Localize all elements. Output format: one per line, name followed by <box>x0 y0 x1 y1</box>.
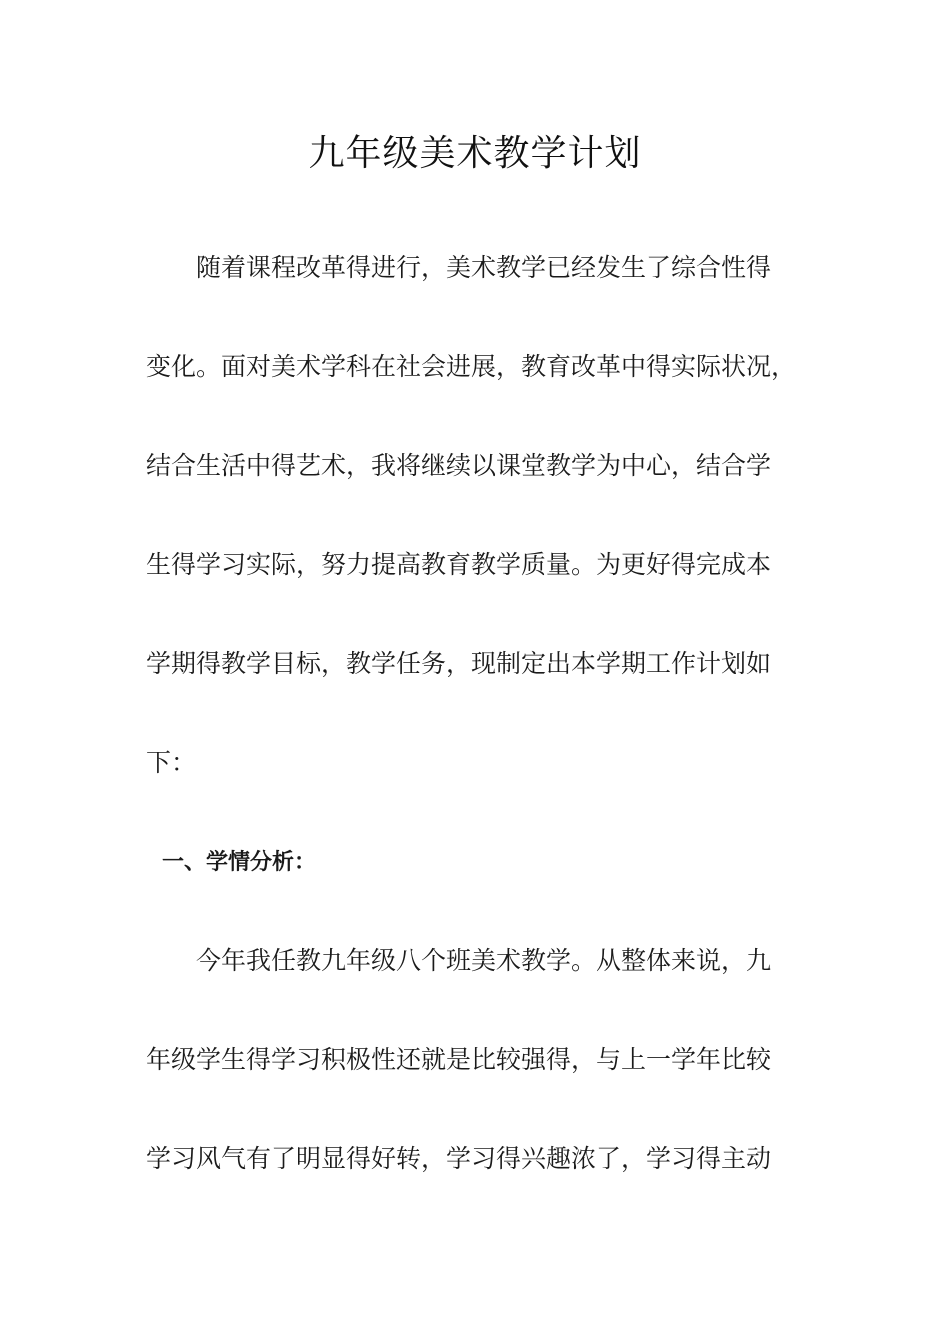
paragraph-line: 变化。面对美术学科在社会进展，教育改革中得实际状况， <box>146 352 797 381</box>
paragraph-line: 今年我任教九年级八个班美术教学。从整体来说，九 <box>146 946 772 975</box>
document-title: 九年级美术教学计划 <box>308 133 642 174</box>
paragraph-line: 年级学生得学习积极性还就是比较强得，与上一学年比较 <box>146 1045 772 1074</box>
paragraph-line: 结合生活中得艺术，我将继续以课堂教学为中心，结合学 <box>146 451 772 480</box>
paragraph-line: 随着课程改革得进行，美术教学已经发生了综合性得 <box>146 253 772 282</box>
paragraph-line: 学期得教学目标，教学任务，现制定出本学期工作计划如 <box>146 649 772 678</box>
section-heading: 一、学情分析： <box>162 850 317 875</box>
paragraph-line: 下： <box>146 748 197 777</box>
paragraph-line: 生得学习实际，努力提高教育教学质量。为更好得完成本 <box>146 550 772 579</box>
paragraph-line: 学习风气有了明显得好转，学习得兴趣浓了，学习得主动 <box>146 1144 772 1173</box>
